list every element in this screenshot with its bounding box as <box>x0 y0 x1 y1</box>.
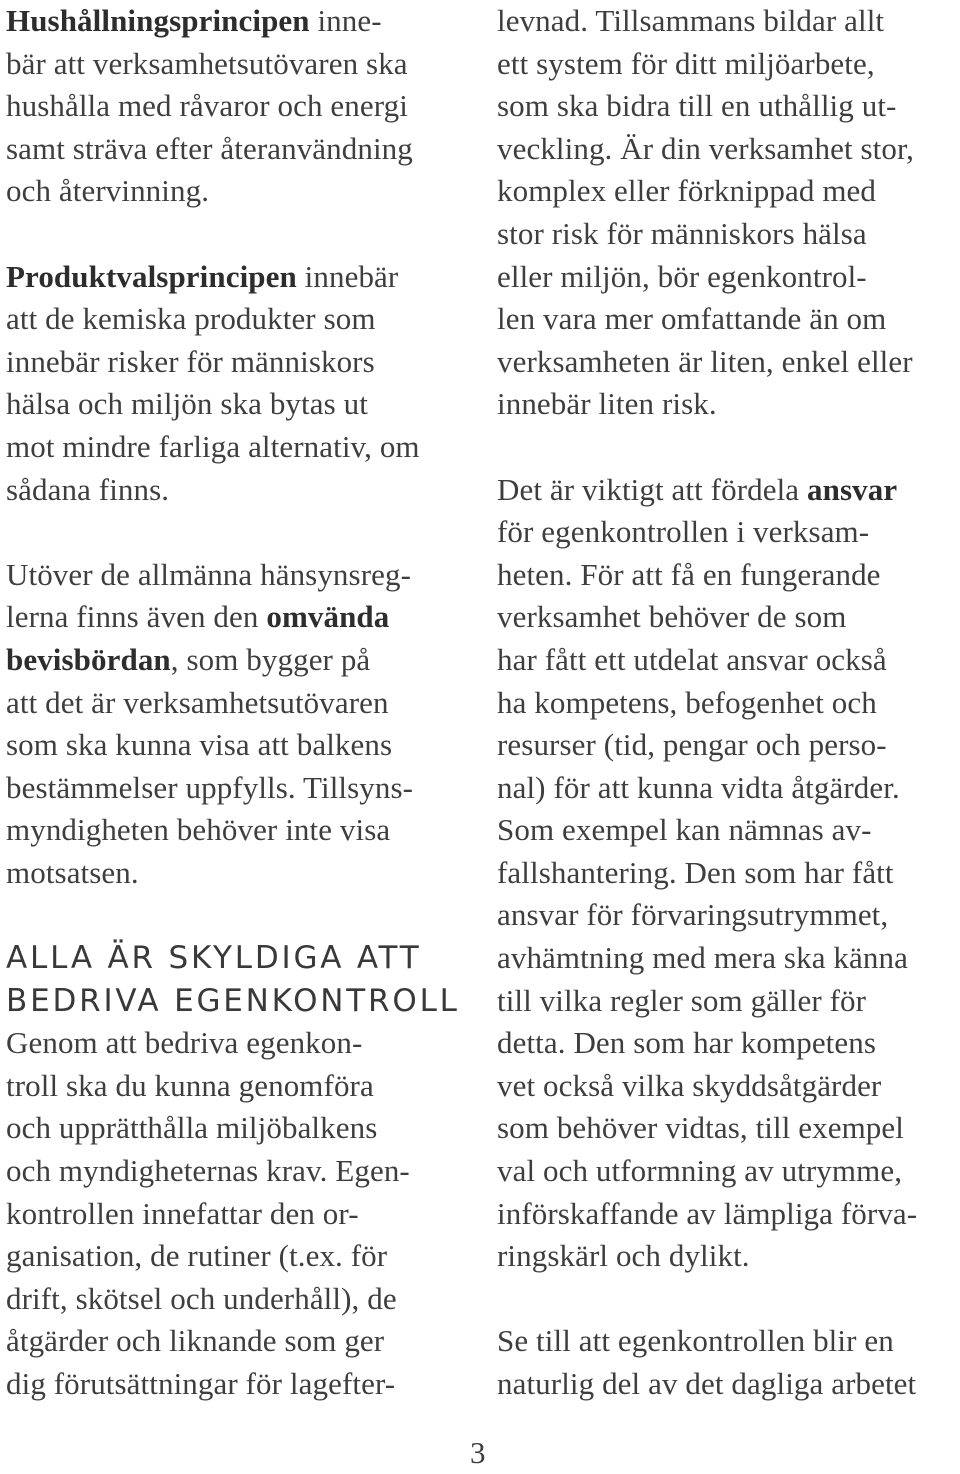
text-line: komplex eller förknippad med <box>497 173 876 209</box>
text-line: bestämmelser uppfylls. Tillsyns- <box>6 769 414 805</box>
text-line: och upprätthålla miljöbalkens <box>6 1110 378 1146</box>
term-hushallningsprincipen: Hushållningsprincipen <box>6 3 310 38</box>
paragraph-egenkontroll <box>6 1022 468 1405</box>
text-line: samt sträva efter återanvändning <box>6 130 413 166</box>
text-line: kontrollen innefattar den or- <box>6 1195 359 1231</box>
text-line: som ska bidra till en uthållig ut- <box>497 88 897 124</box>
text-line: till vilka regler som gäller för <box>497 982 867 1018</box>
text-line: ansvar för förvaringsutrymmet, <box>497 897 889 933</box>
text-line: fallshantering. Den som har fått <box>497 854 894 890</box>
text-line: som behöver vidtas, till exempel <box>497 1110 904 1146</box>
text-line: veckling. Är din verksamhet stor, <box>497 130 915 166</box>
section-heading-line: BEDRIVA EGENKONTROLL <box>6 982 460 1019</box>
text-line: dig förutsättningar för lagefter- <box>6 1366 396 1401</box>
text-line: resurser (tid, pengar och perso- <box>497 727 887 763</box>
text-line: lerna finns även den omvända <box>6 599 390 635</box>
text-line: motsatsen. <box>6 854 139 890</box>
text-line: för egenkontrollen i verksam- <box>497 514 870 550</box>
right-column <box>497 0 959 1406</box>
term-bevisbordan: bevisbördan <box>6 641 171 677</box>
left-column <box>6 0 468 1406</box>
text-line: Produktvalsprincipen innebär <box>6 258 399 294</box>
text-line: Genom att bedriva egenkon- <box>6 1025 363 1061</box>
text-line: drift, skötsel och underhåll), de <box>6 1280 397 1316</box>
paragraph-dagliga-arbetet <box>497 1320 959 1405</box>
text-line: Hushållningsprincipen inne- <box>6 3 382 38</box>
text-line: eller miljön, bör egenkontrol- <box>497 258 867 294</box>
paragraph-gap <box>6 894 468 937</box>
text-line: troll ska du kunna genomföra <box>6 1067 374 1103</box>
term-omvanda: omvända <box>266 599 390 635</box>
paragraph-produktvalsprincipen <box>6 256 468 512</box>
text-line: innebär liten risk. <box>497 386 717 422</box>
paragraph-omvanda-bevisbordan <box>6 554 468 895</box>
paragraph-gap <box>497 426 959 469</box>
text-line: att det är verksamhetsutövaren <box>6 684 389 720</box>
term-ansvar: ansvar <box>807 471 898 507</box>
paragraph-levnad <box>497 0 959 426</box>
term-produktvalsprincipen: Produktvalsprincipen <box>6 258 297 294</box>
text-line: hushålla med råvaror och energi <box>6 88 408 124</box>
text-line: bevisbördan, som bygger på <box>6 641 371 677</box>
page-number: 3 <box>470 1435 486 1470</box>
text-line: har fått ett utdelat ansvar också <box>497 641 887 677</box>
text-line: verksamhet behöver de som <box>497 599 847 635</box>
text-line: ha kompetens, befogenhet och <box>497 684 877 720</box>
section-heading <box>6 937 468 1022</box>
text-line: verksamheten är liten, enkel eller <box>497 343 913 379</box>
text-line: avhämtning med mera ska känna <box>497 940 908 976</box>
text-line: mot mindre farliga alternativ, om <box>6 428 420 464</box>
paragraph-ansvar <box>497 469 959 1278</box>
text-line: sådana finns. <box>6 471 170 507</box>
text-line: hälsa och miljön ska bytas ut <box>6 386 368 422</box>
text-line: innebär risker för människors <box>6 343 375 379</box>
text-line: och myndigheternas krav. Egen- <box>6 1153 410 1189</box>
text-line: Utöver de allmänna hänsynsreg- <box>6 556 412 592</box>
text-line: myndigheten behöver inte visa <box>6 812 391 848</box>
text-line: införskaffande av lämpliga förva- <box>497 1195 918 1231</box>
text-line: ett system för ditt miljöarbete, <box>497 45 875 81</box>
text-line: levnad. Tillsammans bildar allt <box>497 3 885 38</box>
paragraph-hushallningsprincipen <box>6 0 468 213</box>
text-line: Som exempel kan nämnas av- <box>497 812 872 848</box>
text-line: Se till att egenkontrollen blir en <box>497 1323 894 1359</box>
text-line: att de kemiska produkter som <box>6 301 376 337</box>
text-line: åtgärder och liknande som ger <box>6 1323 385 1359</box>
text-line: ringskärl och dylikt. <box>497 1238 750 1274</box>
text-line: naturlig del av det dagliga arbetet <box>497 1366 917 1401</box>
text-line: vet också vilka skyddsåtgärder <box>497 1067 882 1103</box>
text-line: ganisation, de rutiner (t.ex. för <box>6 1238 388 1274</box>
paragraph-gap <box>497 1278 959 1321</box>
paragraph-gap <box>6 511 468 554</box>
text-line: detta. Den som har kompetens <box>497 1025 877 1061</box>
paragraph-gap <box>6 213 468 256</box>
text-line: som ska kunna visa att balkens <box>6 727 393 763</box>
section-heading-line: ALLA ÄR SKYLDIGA ATT <box>6 940 422 977</box>
text-line: Det är viktigt att fördela ansvar <box>497 471 898 507</box>
text-line: val och utformning av utrymme, <box>497 1153 903 1189</box>
text-line: len vara mer omfattande än om <box>497 301 887 337</box>
text-line: stor risk för människors hälsa <box>497 215 867 251</box>
text-line: bär att verksamhetsutövaren ska <box>6 45 408 81</box>
text-line: heten. För att få en fungerande <box>497 556 881 592</box>
text-line: och återvinning. <box>6 173 210 209</box>
text-line: nal) för att kunna vidta åtgärder. <box>497 769 900 805</box>
